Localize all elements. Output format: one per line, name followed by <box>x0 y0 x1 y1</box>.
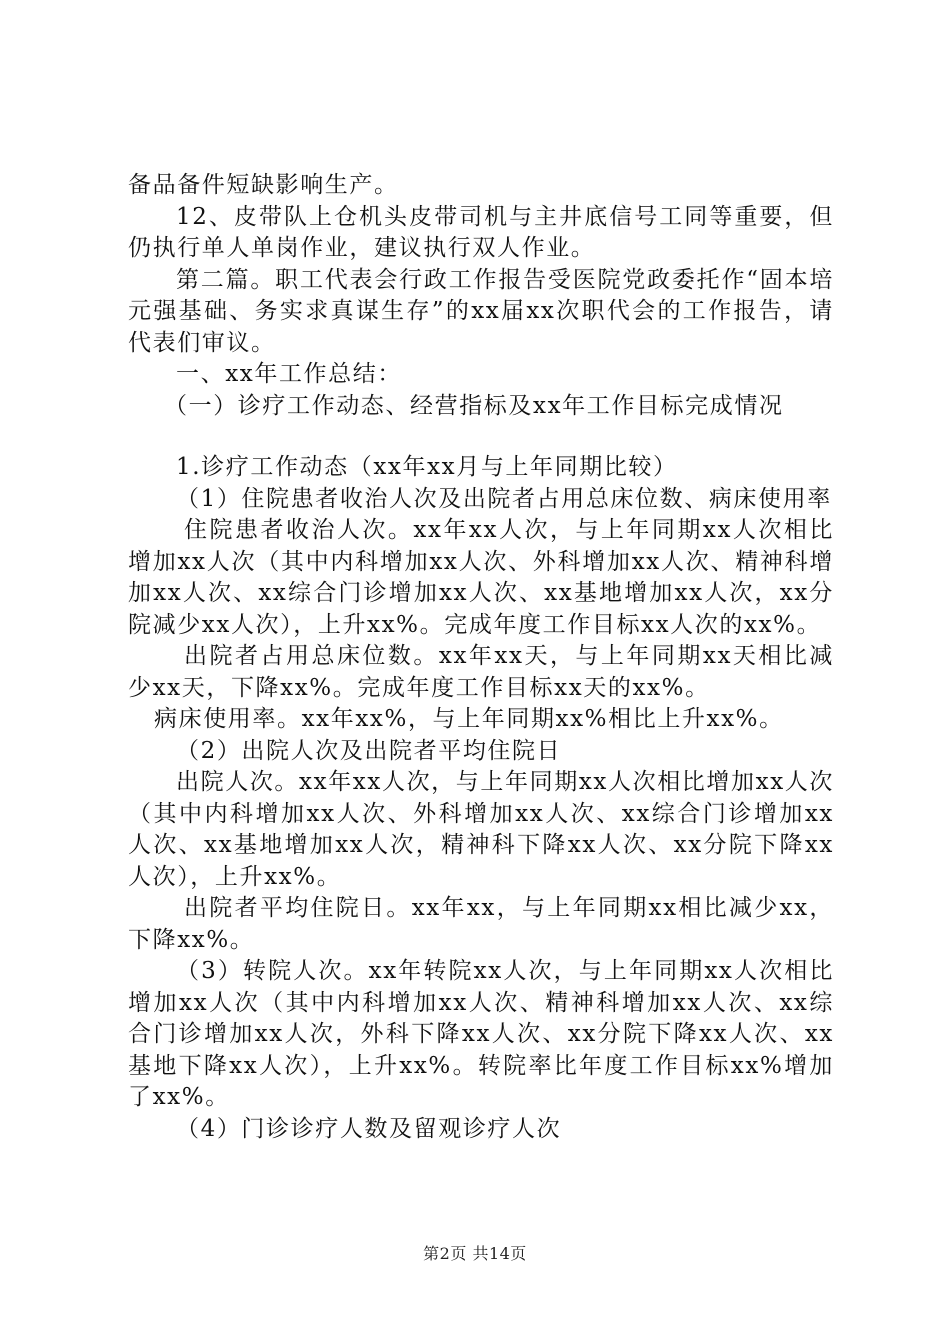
subsection-heading: （一）诊疗工作动态、经营指标及xx年工作目标完成情况 <box>164 392 784 419</box>
paragraph: 出院者平均住院日。xx年xx，与上年同期xx相比减少xx，下降xx%。 <box>128 895 834 953</box>
paragraph: 第二篇。职工代表会行政工作报告受医院党政委托作“固本培元强基础、务实求真谋生存”的xx届xx次职代会的工作报告，请代表们审议。 <box>128 266 834 356</box>
paragraph: 出院人次。xx年xx人次，与上年同期xx人次相比增加xx人次（其中内科增加xx人次、外科增加xx人次、xx综合门诊增加xx人次、xx基地增加xx人次，精神科下降xx人次、xx分院下降xx人次），上升xx%。 <box>128 769 834 890</box>
paragraph: 病床使用率。xx年xx%，与上年同期xx%相比上升xx%。 <box>154 706 784 732</box>
paragraph: 备品备件短缺影响生产。 <box>128 172 399 198</box>
paragraph: 住院患者收治人次。xx年xx人次，与上年同期xx人次相比增加xx人次（其中内科增加xx人次、外科增加xx人次、精神科增加xx人次、xx综合门诊增加xx人次、xx基地增加xx人次，xx分院减少xx人次），上升xx%。完成年度工作目标xx人次的xx%。 <box>128 517 834 638</box>
subsection-heading: （1）住院患者收治人次及出院者占用总床位数、病床使用率 <box>176 485 832 512</box>
paragraph: 出院者占用总床位数。xx年xx天，与上年同期xx天相比减少xx天，下降xx%。完成年度工作目标xx天的xx%。 <box>128 643 834 701</box>
document-body <box>128 170 834 1145</box>
paragraph: 12、皮带队上仓机头皮带司机与主井底信号工同等重要，但仍执行单人单岗作业，建议执行双人作业。 <box>128 203 834 261</box>
page-number-footer: 第2页 共14页 <box>423 1244 527 1263</box>
subsection-heading: （4）门诊诊疗人数及留观诊疗人次 <box>176 1115 562 1142</box>
paragraph: （3）转院人次。xx年转院xx人次，与上年同期xx人次相比增加xx人次（其中内科增加xx人次、精神科增加xx人次、xx综合门诊增加xx人次，外科下降xx人次、xx分院下降xx人次、xx基地下降xx人次），上升xx%。转院率比年度工作目标xx%增加了xx%。 <box>128 958 834 1110</box>
spacer <box>128 422 834 452</box>
subsection-heading: （2）出院人次及出院者平均住院日 <box>176 737 562 764</box>
section-heading: 一、xx年工作总结： <box>176 361 402 387</box>
subsection-heading: 1.诊疗工作动态（xx年xx月与上年同期比较） <box>176 454 678 480</box>
